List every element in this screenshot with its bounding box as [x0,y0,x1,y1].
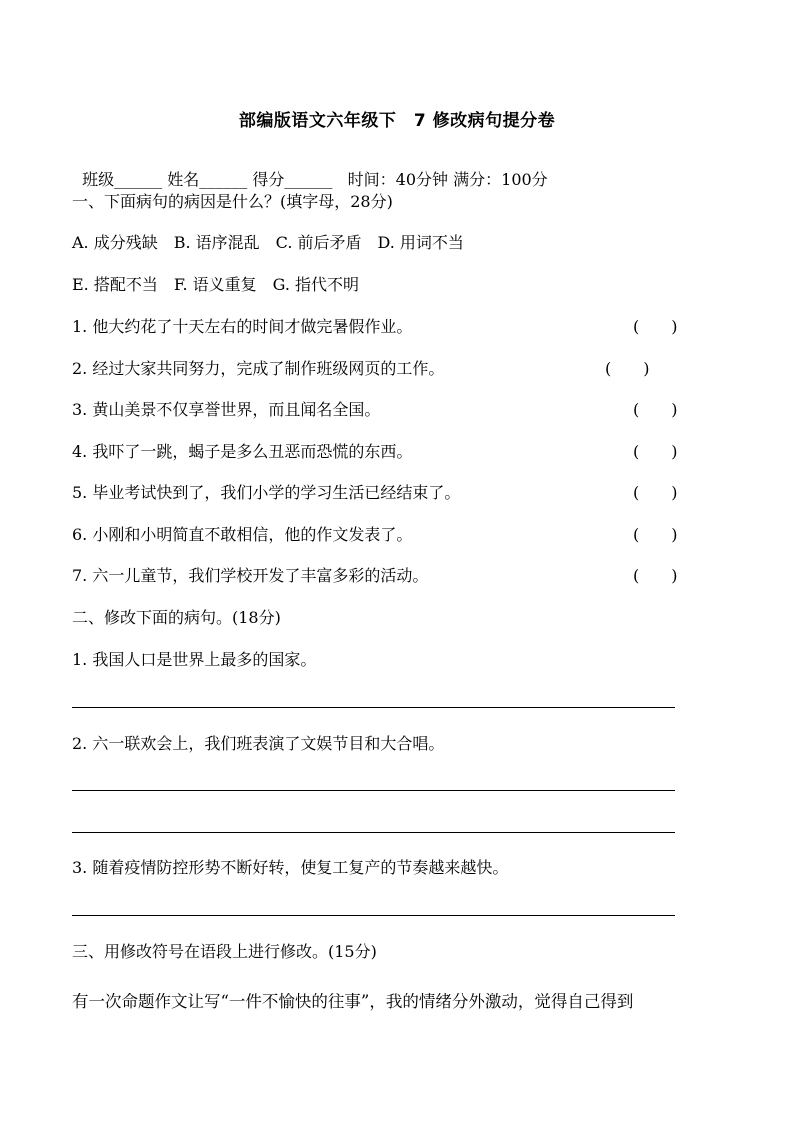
section1-heading: 一、下面病句的病因是什么？(填字母，28分) [72,192,393,211]
question-item: 4. 我吓了一跳，蝎子是多么丑恶而恐慌的东西。 [72,442,413,461]
time-label: 时间：40分钟 [347,170,449,189]
answer-bracket[interactable]: ( ) [633,483,678,502]
answer-line[interactable] [72,707,675,708]
question-item: 2. 六一联欢会上，我们班表演了文娱节目和大合唱。 [72,734,445,753]
section2-heading: 二、修改下面的病句。(18分) [72,608,281,627]
question-item: 7. 六一儿童节，我们学校开发了丰富多彩的活动。 [72,566,429,585]
question-item: 6. 小刚和小明简直不敢相信，他的作文发表了。 [72,525,413,544]
section3-paragraph: 有一次命题作文让写“一件不愉快的往事”，我的情绪分外激动，觉得自己得到 [72,992,634,1011]
question-item: 1. 我国人口是世界上最多的国家。 [72,650,317,669]
options-row-1: A. 成分残缺 B. 语序混乱 C. 前后矛盾 D. 用词不当 [72,233,464,252]
answer-line[interactable] [72,832,675,833]
section3-heading: 三、用修改符号在语段上进行修改。(15分) [72,942,377,961]
question-item: 3. 随着疫情防控形势不断好转，使复工复产的节奏越来越快。 [72,858,509,877]
question-item: 5. 毕业考试快到了，我们小学的学习生活已经结束了。 [72,483,461,502]
name-field[interactable]: 姓名______ [167,170,248,189]
score-field[interactable]: 得分______ [252,170,333,189]
class-field[interactable]: 班级______ [82,170,163,189]
answer-bracket[interactable]: ( ) [605,359,650,378]
answer-bracket[interactable]: ( ) [633,400,678,419]
student-info-row [72,150,548,190]
page-title: 部编版语文六年级下 7 修改病句提分卷 [238,111,556,131]
options-row-2: E. 搭配不当 F. 语义重复 G. 指代不明 [72,275,360,294]
question-item: 3. 黄山美景不仅享誉世界，而且闻名全国。 [72,400,381,419]
answer-bracket[interactable]: ( ) [633,317,678,336]
answer-bracket[interactable]: ( ) [633,442,678,461]
question-item: 1. 他大约花了十天左右的时间才做完暑假作业。 [72,317,413,336]
answer-line[interactable] [72,915,675,916]
answer-line[interactable] [72,790,675,791]
answer-bracket[interactable]: ( ) [633,566,678,585]
full-score-label: 满分：100分 [453,170,548,189]
answer-bracket[interactable]: ( ) [633,525,678,544]
question-item: 2. 经过大家共同努力，完成了制作班级网页的工作。 [72,359,445,378]
